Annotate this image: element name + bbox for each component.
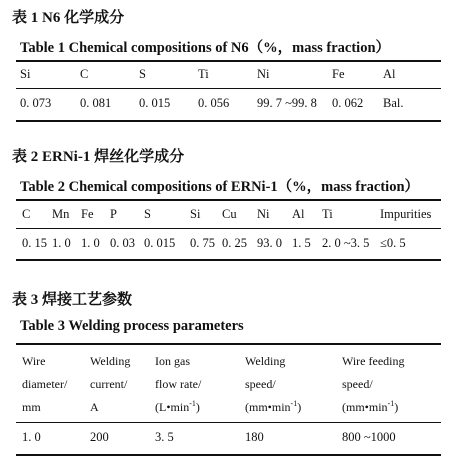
table2-caption-en: Table 2 Chemical compositions of ERNi-1（%，mass fraction） bbox=[20, 179, 420, 195]
table3-header-welding-speed-line2: speed/ bbox=[245, 377, 276, 391]
table3-header-welding-current-line3: A bbox=[90, 400, 99, 414]
table3-header-wire-feeding-line2: speed/ bbox=[342, 377, 373, 391]
table2-value-al: 1. 5 bbox=[292, 236, 311, 250]
table2-header-al: Al bbox=[292, 207, 305, 221]
table1-header-s: S bbox=[139, 67, 146, 81]
table1-value-s: 0. 015 bbox=[139, 96, 171, 110]
table3-header-wire-feeding-unit-base: (mm•min bbox=[342, 400, 388, 414]
table3-value-ion-gas: 3. 5 bbox=[155, 430, 174, 444]
table3-header-ion-gas-unit-base: (L•min bbox=[155, 400, 190, 414]
table1-mid-rule bbox=[16, 88, 441, 89]
table3-header-welding-speed-unit-close: ) bbox=[297, 400, 302, 414]
table2-bottom-rule bbox=[16, 259, 441, 261]
table3-header-welding-speed-unit-base: (mm•min bbox=[245, 400, 291, 414]
table1-header-c: C bbox=[80, 67, 89, 81]
table2-header-mn: Mn bbox=[52, 207, 70, 221]
table1-header-ti: Ti bbox=[198, 67, 209, 81]
table3-bottom-rule bbox=[16, 454, 441, 456]
table3-header-wire-feeding-unit-close: ) bbox=[394, 400, 399, 414]
table3-header-wire-diameter-line2: diameter/ bbox=[22, 377, 68, 391]
table2-header-fe: Fe bbox=[81, 207, 94, 221]
table2-header-p: P bbox=[110, 207, 117, 221]
table1-header-al: Al bbox=[383, 67, 396, 81]
table1-value-fe: 0. 062 bbox=[332, 96, 364, 110]
table1-header-ni: Ni bbox=[257, 67, 270, 81]
table1-value-c: 0. 081 bbox=[80, 96, 112, 110]
table3-mid-rule bbox=[16, 422, 441, 423]
table1-value-si: 0. 073 bbox=[20, 96, 52, 110]
table2-value-cu: 0. 25 bbox=[222, 236, 247, 250]
table3-caption-en: Table 3 Welding process parameters bbox=[20, 318, 244, 334]
table2-header-impurities: Impurities bbox=[380, 207, 432, 221]
table1-caption-cn: 表 1 N6 化学成分 bbox=[12, 10, 125, 26]
table3-header-wire-feeding-line1: Wire feeding bbox=[342, 354, 405, 368]
table2-mid-rule bbox=[16, 228, 441, 229]
table2-header-ti: Ti bbox=[322, 207, 333, 221]
table3-header-wire-feeding-unit bbox=[342, 396, 398, 419]
table2-top-rule bbox=[16, 199, 441, 201]
table3-top-rule bbox=[16, 343, 441, 345]
table3-header-ion-gas-line2: flow rate/ bbox=[155, 377, 202, 391]
table2-caption-cn: 表 2 ERNi-1 焊丝化学成分 bbox=[12, 149, 185, 165]
table3-value-wire-diameter: 1. 0 bbox=[22, 430, 41, 444]
table1-header-si: Si bbox=[20, 67, 31, 81]
table1-header-fe: Fe bbox=[332, 67, 345, 81]
table2-value-ti: 2. 0 ~3. 5 bbox=[322, 236, 370, 250]
table3-header-ion-gas-unit bbox=[155, 396, 200, 419]
table3-header-ion-gas-unit-close: ) bbox=[195, 400, 200, 414]
table2-value-ni: 93. 0 bbox=[257, 236, 282, 250]
table2-value-mn: 1. 0 bbox=[52, 236, 71, 250]
table1-caption-en: Table 1 Chemical compositions of N6（%，mass fraction） bbox=[20, 40, 391, 56]
table3-header-welding-speed-unit-exp: -1 bbox=[290, 399, 298, 408]
table1-top-rule bbox=[16, 60, 441, 62]
table3-header-welding-current-line1: Welding bbox=[90, 354, 131, 368]
table2-value-si: 0. 75 bbox=[190, 236, 215, 250]
table3-header-wire-diameter-line3: mm bbox=[22, 400, 41, 414]
table2-header-ni: Ni bbox=[257, 207, 270, 221]
table2-header-c: C bbox=[22, 207, 31, 221]
table3-header-welding-speed-line1: Welding bbox=[245, 354, 286, 368]
table2-value-s: 0. 015 bbox=[144, 236, 176, 250]
table3-header-wire-diameter-line1: Wire bbox=[22, 354, 46, 368]
table2-header-s: S bbox=[144, 207, 151, 221]
table1-value-ni: 99. 7 ~99. 8 bbox=[257, 96, 317, 110]
table2-value-impurities: ≤0. 5 bbox=[380, 236, 406, 250]
table3-header-welding-current-line2: current/ bbox=[90, 377, 128, 391]
table1-value-ti: 0. 056 bbox=[198, 96, 230, 110]
table1-bottom-rule bbox=[16, 120, 441, 122]
table1-value-al: Bal. bbox=[383, 96, 404, 110]
table2-value-c: 0. 15 bbox=[22, 236, 47, 250]
table3-header-ion-gas-unit-exp: -1 bbox=[189, 399, 196, 408]
table2-value-fe: 1. 0 bbox=[81, 236, 100, 250]
table3-value-wire-feeding: 800 ~1000 bbox=[342, 430, 396, 444]
table2-value-p: 0. 03 bbox=[110, 236, 135, 250]
table3-header-wire-feeding-unit-exp: -1 bbox=[387, 399, 395, 408]
table3-value-welding-current: 200 bbox=[90, 430, 109, 444]
table3-header-ion-gas-line1: Ion gas bbox=[155, 354, 190, 368]
table2-header-si: Si bbox=[190, 207, 201, 221]
table3-caption-cn: 表 3 焊接工艺参数 bbox=[12, 292, 133, 308]
table2-header-cu: Cu bbox=[222, 207, 237, 221]
table3-header-welding-speed-unit bbox=[245, 396, 301, 419]
table3-value-welding-speed: 180 bbox=[245, 430, 264, 444]
